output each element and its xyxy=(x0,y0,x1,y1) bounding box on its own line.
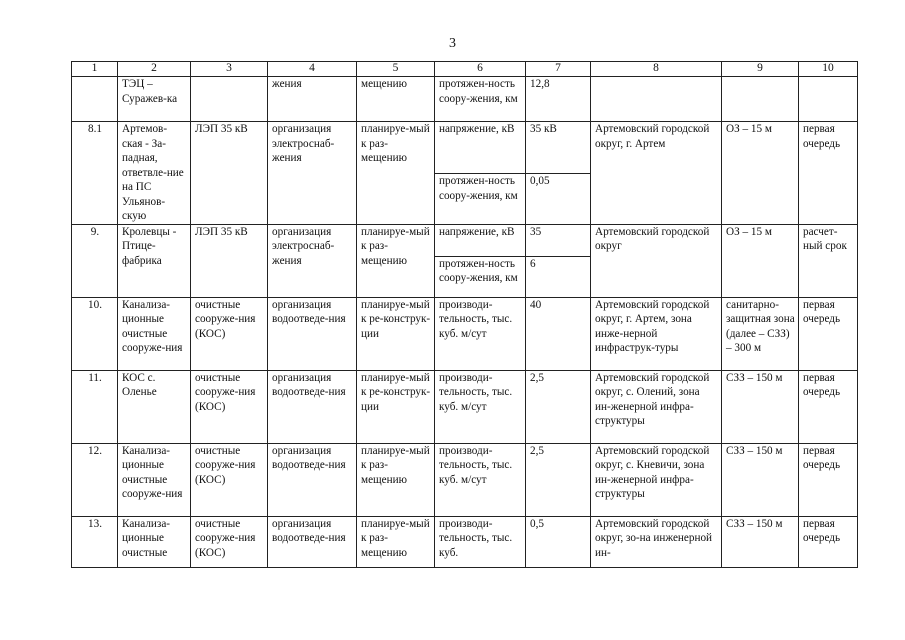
purpose-cell: организация водоотведе-ния xyxy=(268,516,357,567)
item-number-cell: 12. xyxy=(72,443,118,516)
parameter-value-cell: 2,5 xyxy=(526,370,591,443)
object-type-cell: очистные сооруже-ния (КОС) xyxy=(191,516,268,567)
table-row xyxy=(72,297,858,370)
stage-cell: первая очередь xyxy=(799,122,858,225)
page-number: 3 xyxy=(449,36,456,51)
parameter-name-cell: производи-тельность, тыс. куб. м/сут xyxy=(435,443,526,516)
object-type-cell: ЛЭП 35 кВ xyxy=(191,224,268,297)
parameter-name-cell: производи-тельность, тыс. куб. м/сут xyxy=(435,297,526,370)
location-cell: Артемовский городской округ, г. Артем, зона инже-нерной инфраструк-туры xyxy=(591,297,722,370)
stage-cell: первая очередь xyxy=(799,297,858,370)
column-header: 10 xyxy=(799,62,858,77)
parameter-name-cell: протяжен-ность соору-жения, км xyxy=(435,174,526,224)
table-row xyxy=(72,122,858,174)
parameter-value-cell: 12,8 xyxy=(526,77,591,122)
item-number-cell: 11. xyxy=(72,370,118,443)
status-cell: планируе-мый к ре-конструк-ции xyxy=(357,370,435,443)
item-number-cell: 9. xyxy=(72,224,118,297)
object-name-cell: КОС с. Оленье xyxy=(118,370,191,443)
item-number-cell: 13. xyxy=(72,516,118,567)
parameter-value-cell: 0,5 xyxy=(526,516,591,567)
purpose-cell: организация электроснаб-жения xyxy=(268,224,357,297)
object-name-cell: Канализа-ционные очистные xyxy=(118,516,191,567)
zone-cell: ОЗ – 15 м xyxy=(722,224,799,297)
table-row xyxy=(72,516,858,567)
column-header: 2 xyxy=(118,62,191,77)
purpose-cell: организация водоотведе-ния xyxy=(268,297,357,370)
object-type-cell xyxy=(191,77,268,122)
item-number-cell: 8.1 xyxy=(72,122,118,225)
column-header: 1 xyxy=(72,62,118,77)
stage-cell xyxy=(799,77,858,122)
parameter-value-cell: 40 xyxy=(526,297,591,370)
column-header: 4 xyxy=(268,62,357,77)
object-type-cell: очистные сооруже-ния (КОС) xyxy=(191,443,268,516)
table-row xyxy=(72,224,858,256)
status-cell: планируе-мый к раз-мещению xyxy=(357,224,435,297)
parameter-name-cell: напряжение, кВ xyxy=(435,224,526,256)
column-header: 7 xyxy=(526,62,591,77)
object-name-cell: Канализа-ционные очистные сооруже-ния xyxy=(118,443,191,516)
table-row xyxy=(72,443,858,516)
zone-cell: санитарно-защитная зона (далее – СЗЗ) – 300 м xyxy=(722,297,799,370)
purpose-cell: организация водоотведе-ния xyxy=(268,370,357,443)
parameter-name-cell: производи-тельность, тыс. куб. м/сут xyxy=(435,370,526,443)
stage-cell: первая очередь xyxy=(799,443,858,516)
object-type-cell: очистные сооруже-ния (КОС) xyxy=(191,370,268,443)
parameter-value-cell: 35 кВ xyxy=(526,122,591,174)
location-cell: Артемовский городской округ, с. Кневичи, зона ин-женерной инфра-структуры xyxy=(591,443,722,516)
object-name-cell: Артемов-ская - За-падная, ответвле-ние на ПС Ульянов-скую xyxy=(118,122,191,225)
column-header: 9 xyxy=(722,62,799,77)
purpose-cell: организация электроснаб-жения xyxy=(268,122,357,225)
stage-cell: расчет-ный срок xyxy=(799,224,858,297)
parameter-name-cell: производи-тельность, тыс. куб. xyxy=(435,516,526,567)
column-header: 8 xyxy=(591,62,722,77)
table-row xyxy=(72,77,858,122)
location-cell: Артемовский городской округ, зо-на инженерной ин- xyxy=(591,516,722,567)
parameter-value-cell: 35 xyxy=(526,224,591,256)
parameter-name-cell: протяжен-ность соору-жения, км xyxy=(435,256,526,297)
purpose-cell: организация водоотведе-ния xyxy=(268,443,357,516)
parameter-name-cell: напряжение, кВ xyxy=(435,122,526,174)
status-cell: планируе-мый к раз-мещению xyxy=(357,516,435,567)
column-header: 3 xyxy=(191,62,268,77)
location-cell: Артемовский городской округ xyxy=(591,224,722,297)
zone-cell: ОЗ – 15 м xyxy=(722,122,799,225)
object-name-cell: Кролевцы - Птице-фабрика xyxy=(118,224,191,297)
column-header: 6 xyxy=(435,62,526,77)
object-name-cell: Канализа-ционные очистные сооруже-ния xyxy=(118,297,191,370)
parameter-value-cell: 6 xyxy=(526,256,591,297)
column-number-row xyxy=(72,62,858,77)
object-name-cell: ТЭЦ – Суражев-ка xyxy=(118,77,191,122)
zone-cell: СЗЗ – 150 м xyxy=(722,443,799,516)
status-cell: мещению xyxy=(357,77,435,122)
zone-cell: СЗЗ – 150 м xyxy=(722,516,799,567)
location-cell xyxy=(591,77,722,122)
status-cell: планируе-мый к раз-мещению xyxy=(357,122,435,225)
zone-cell xyxy=(722,77,799,122)
infrastructure-table xyxy=(71,61,858,568)
location-cell: Артемовский городской округ, с. Олений, зона ин-женерной инфра-структуры xyxy=(591,370,722,443)
stage-cell: первая очередь xyxy=(799,516,858,567)
object-type-cell: ЛЭП 35 кВ xyxy=(191,122,268,225)
item-number-cell xyxy=(72,77,118,122)
parameter-name-cell: протяжен-ность соору-жения, км xyxy=(435,77,526,122)
location-cell: Артемовский городской округ, г. Артем xyxy=(591,122,722,225)
column-header: 5 xyxy=(357,62,435,77)
parameter-value-cell: 2,5 xyxy=(526,443,591,516)
item-number-cell: 10. xyxy=(72,297,118,370)
stage-cell: первая очередь xyxy=(799,370,858,443)
table-row xyxy=(72,370,858,443)
purpose-cell: жения xyxy=(268,77,357,122)
status-cell: планируе-мый к раз-мещению xyxy=(357,443,435,516)
object-type-cell: очистные сооруже-ния (КОС) xyxy=(191,297,268,370)
parameter-value-cell: 0,05 xyxy=(526,174,591,224)
zone-cell: СЗЗ – 150 м xyxy=(722,370,799,443)
status-cell: планируе-мый к ре-конструк-ции xyxy=(357,297,435,370)
